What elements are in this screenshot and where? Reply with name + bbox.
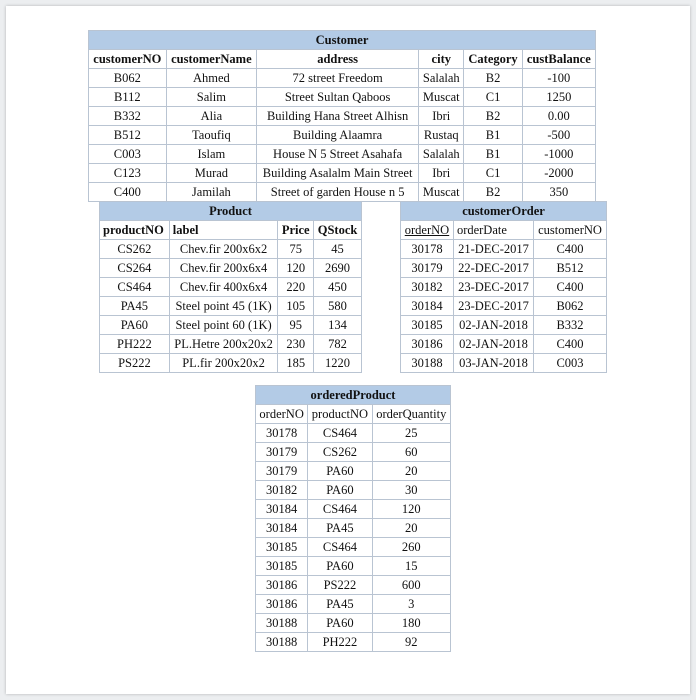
table-cell: 580 [314,297,362,316]
table-cell: B2 [464,107,522,126]
table-cell: Chev.fir 200x6x4 [169,259,278,278]
column-header: customerNO [534,221,607,240]
table-row [89,164,596,183]
table-row [89,88,596,107]
ordered-product-table [255,385,451,652]
column-header: Category [464,50,522,69]
table-header-row [89,50,596,69]
table-row [89,107,596,126]
table-row [100,278,362,297]
table-row [100,316,362,335]
table-cell: 30182 [401,278,454,297]
table-cell: 450 [314,278,362,297]
table-cell: C400 [534,278,607,297]
table-row [401,297,607,316]
table-cell: 30179 [256,443,308,462]
column-header: custBalance [522,50,595,69]
table-cell: B512 [89,126,167,145]
table-cell: 30185 [256,538,308,557]
table-cell: Muscat [419,183,464,202]
table-cell: Muscat [419,88,464,107]
table-cell: PL.Hetre 200x20x2 [169,335,278,354]
column-header: productNO [100,221,170,240]
table-cell: Street Sultan Qaboos [257,88,419,107]
table-row [256,538,451,557]
table-cell: PA45 [308,519,372,538]
table-cell: 30184 [256,500,308,519]
column-header: customerName [166,50,257,69]
table-cell: CS464 [308,424,372,443]
table-cell: 30188 [401,354,454,373]
table-cell: PA60 [308,462,372,481]
table-cell: Building Hana Street Alhisn [257,107,419,126]
table-cell: PH222 [308,633,372,652]
table-row [256,614,451,633]
table-cell: 30184 [256,519,308,538]
table-row [89,126,596,145]
table-cell: 185 [278,354,314,373]
table-cell: 92 [372,633,450,652]
table-cell: PA60 [308,557,372,576]
table-row [256,595,451,614]
table-row [100,354,362,373]
table-cell: 782 [314,335,362,354]
customer-table [88,30,596,202]
column-header: orderNO [401,221,454,240]
table-cell: Taoufiq [166,126,257,145]
table-cell: B332 [534,316,607,335]
table-cell: Jamilah [166,183,257,202]
table-cell: CS464 [100,278,170,297]
table-cell: -100 [522,69,595,88]
table-cell: B112 [89,88,167,107]
table-cell: PA60 [308,481,372,500]
table-cell: 180 [372,614,450,633]
table-cell: 120 [278,259,314,278]
table-title-row [89,31,596,50]
table-cell: 3 [372,595,450,614]
table-cell: CS464 [308,500,372,519]
table-row [256,462,451,481]
table-header-row [256,405,451,424]
table-cell: Alia [166,107,257,126]
table-cell: 1250 [522,88,595,107]
table-cell: B2 [464,69,522,88]
table-cell: Ibri [419,107,464,126]
column-header: customerNO [89,50,167,69]
ordered-product-table-title: orderedProduct [256,386,451,405]
table-cell: Chev.fir 200x6x2 [169,240,278,259]
table-cell: 15 [372,557,450,576]
table-row [89,145,596,164]
table-header-row [100,221,362,240]
table-cell: 30186 [256,595,308,614]
table-cell: Salalah [419,145,464,164]
table-row [89,69,596,88]
table-cell: B062 [534,297,607,316]
table-cell: 72 street Freedom [257,69,419,88]
table-cell: 2690 [314,259,362,278]
customer-order-table [400,201,607,373]
table-cell: 60 [372,443,450,462]
table-cell: 75 [278,240,314,259]
table-cell: PA45 [308,595,372,614]
table-row [401,316,607,335]
column-header: orderDate [453,221,533,240]
table-row [256,557,451,576]
table-cell: Salalah [419,69,464,88]
table-cell: PS222 [308,576,372,595]
column-header: Price [278,221,314,240]
table-cell: House N 5 Street Asahafa [257,145,419,164]
table-cell: 260 [372,538,450,557]
column-header: productNO [308,405,372,424]
table-row [256,500,451,519]
table-row [256,424,451,443]
table-cell: -500 [522,126,595,145]
table-cell: 25 [372,424,450,443]
table-cell: Islam [166,145,257,164]
table-row [256,576,451,595]
table-cell: 30188 [256,633,308,652]
table-cell: PA45 [100,297,170,316]
table-row [256,633,451,652]
table-cell: B062 [89,69,167,88]
table-cell: 350 [522,183,595,202]
table-cell: PH222 [100,335,170,354]
column-header: label [169,221,278,240]
table-cell: C1 [464,164,522,183]
table-cell: B2 [464,183,522,202]
table-cell: CS264 [100,259,170,278]
table-cell: -1000 [522,145,595,164]
table-cell: 1220 [314,354,362,373]
document-page [6,6,690,694]
table-cell: C400 [534,240,607,259]
table-header-row [401,221,607,240]
table-row [100,259,362,278]
table-cell: PL.fir 200x20x2 [169,354,278,373]
table-row [401,335,607,354]
table-cell: 23-DEC-2017 [453,297,533,316]
table-cell: C400 [89,183,167,202]
table-cell: 134 [314,316,362,335]
table-cell: B512 [534,259,607,278]
table-row [100,335,362,354]
table-cell: CS464 [308,538,372,557]
product-table-title: Product [100,202,362,221]
table-cell: 95 [278,316,314,335]
table-cell: PA60 [308,614,372,633]
table-cell: C1 [464,88,522,107]
customer-table-title: Customer [89,31,596,50]
table-cell: 21-DEC-2017 [453,240,533,259]
table-row [401,259,607,278]
table-cell: 30 [372,481,450,500]
table-cell: 230 [278,335,314,354]
table-row [401,354,607,373]
table-cell: 30188 [256,614,308,633]
table-cell: 30182 [256,481,308,500]
table-row [401,278,607,297]
table-cell: Ibri [419,164,464,183]
table-cell: B1 [464,145,522,164]
table-cell: PS222 [100,354,170,373]
table-cell: 120 [372,500,450,519]
table-cell: 20 [372,462,450,481]
table-cell: B1 [464,126,522,145]
table-cell: Steel point 45 (1K) [169,297,278,316]
table-cell: B332 [89,107,167,126]
customer-order-table-title: customerOrder [401,202,607,221]
table-row [256,519,451,538]
table-row [401,240,607,259]
table-cell: 30185 [256,557,308,576]
table-cell: 02-JAN-2018 [453,335,533,354]
table-cell: Building Alaamra [257,126,419,145]
table-title-row [100,202,362,221]
table-cell: Street of garden House n 5 [257,183,419,202]
table-cell: 105 [278,297,314,316]
table-title-row [401,202,607,221]
table-cell: 30184 [401,297,454,316]
table-cell: C400 [534,335,607,354]
table-cell: Steel point 60 (1K) [169,316,278,335]
table-cell: 20 [372,519,450,538]
table-cell: Ahmed [166,69,257,88]
table-cell: 30179 [401,259,454,278]
table-cell: 30178 [256,424,308,443]
table-cell: CS262 [100,240,170,259]
table-cell: Salim [166,88,257,107]
column-header: address [257,50,419,69]
table-cell: 30178 [401,240,454,259]
table-cell: 0.00 [522,107,595,126]
column-header: orderNO [256,405,308,424]
table-cell: Murad [166,164,257,183]
table-cell: 30185 [401,316,454,335]
table-cell: 02-JAN-2018 [453,316,533,335]
table-cell: 23-DEC-2017 [453,278,533,297]
table-cell: 30179 [256,462,308,481]
table-row [100,240,362,259]
column-header: QStock [314,221,362,240]
table-cell: C123 [89,164,167,183]
table-row [89,183,596,202]
table-row [256,443,451,462]
table-row [256,481,451,500]
table-cell: Chev.fir 400x6x4 [169,278,278,297]
table-cell: CS262 [308,443,372,462]
table-cell: 45 [314,240,362,259]
table-cell: 600 [372,576,450,595]
table-cell: Building Asalalm Main Street [257,164,419,183]
column-header: city [419,50,464,69]
table-cell: -2000 [522,164,595,183]
product-table [99,201,362,373]
table-cell: C003 [89,145,167,164]
table-cell: 30186 [401,335,454,354]
table-cell: C003 [534,354,607,373]
table-cell: Rustaq [419,126,464,145]
table-title-row [256,386,451,405]
table-cell: 22-DEC-2017 [453,259,533,278]
table-cell: 30186 [256,576,308,595]
table-row [100,297,362,316]
column-header: orderQuantity [372,405,450,424]
table-cell: PA60 [100,316,170,335]
table-cell: 03-JAN-2018 [453,354,533,373]
table-cell: 220 [278,278,314,297]
